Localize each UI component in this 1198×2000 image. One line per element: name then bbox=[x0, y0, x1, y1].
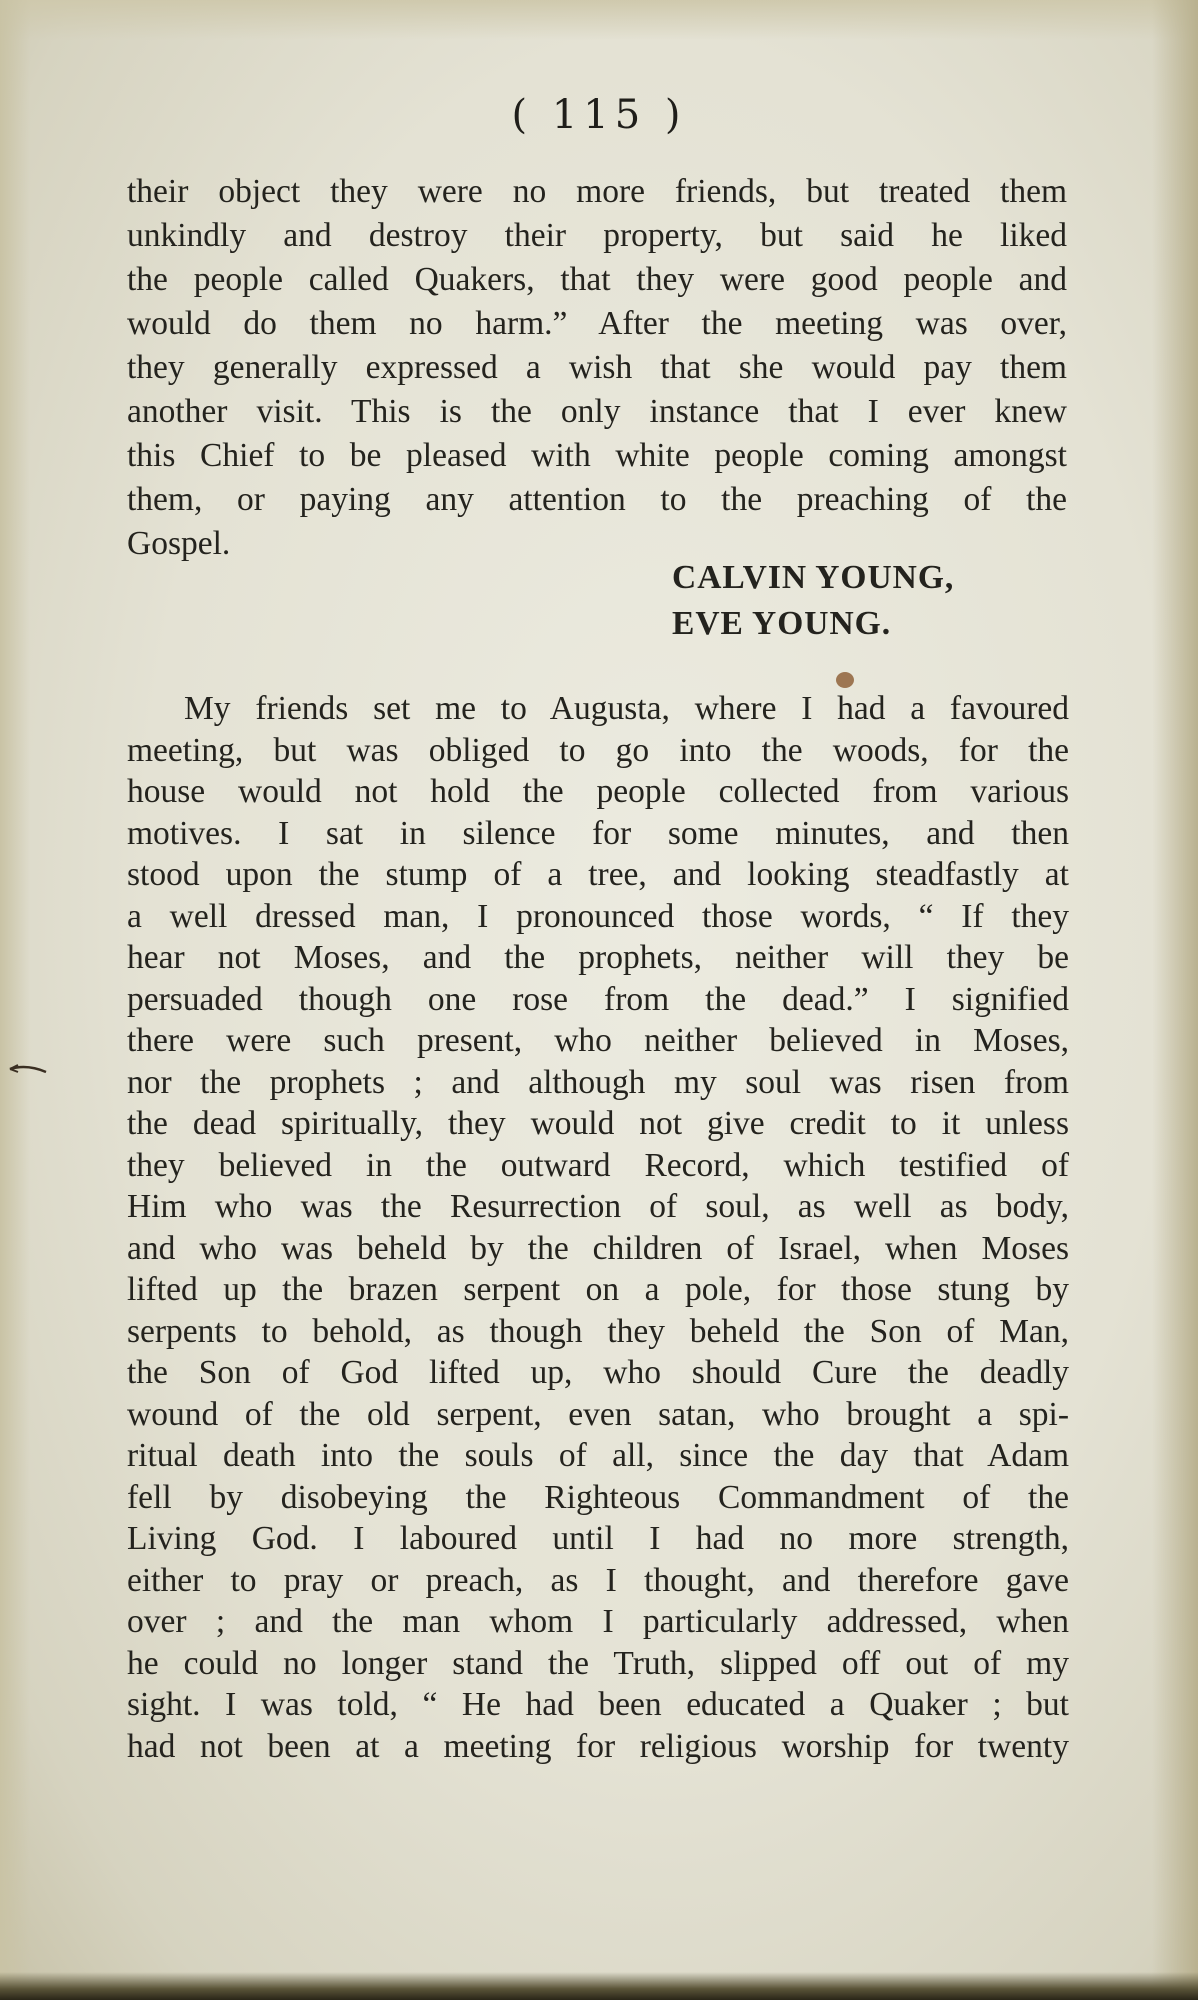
signature-eve-young: EVE YOUNG. bbox=[672, 605, 892, 642]
text-line: another visit. This is the only instance that I ever knew bbox=[127, 393, 1067, 430]
text-line: them, or paying any attention to the preaching of the bbox=[127, 481, 1067, 518]
signature-calvin-young: CALVIN YOUNG, bbox=[672, 559, 955, 596]
text-line: Gospel. bbox=[127, 525, 231, 562]
text-line: there were such present, who neither believed in Moses, bbox=[127, 1022, 1069, 1059]
text-line: persuaded though one rose from the dead.” I signified bbox=[127, 980, 1069, 1018]
text-line: would do them no harm.” After the meeting was over, bbox=[127, 305, 1067, 342]
page-edge-right bbox=[1152, 0, 1198, 2000]
text-line: they believed in the outward Record, which testified of bbox=[127, 1146, 1069, 1184]
text-line: house would not hold the people collected from various bbox=[127, 773, 1069, 810]
text-line: either to pray or preach, as I thought, and therefore gave bbox=[127, 1561, 1069, 1599]
text-line: serpents to behold, as though they beheld the Son of Man, bbox=[127, 1312, 1069, 1350]
text-line: My friends set me to Augusta, where I had a favoured bbox=[184, 690, 1069, 727]
text-line: this Chief to be pleased with white people coming amongst bbox=[127, 437, 1067, 474]
text-line: fell by disobeying the Righteous Commandment of the bbox=[127, 1478, 1069, 1516]
text-line: hear not Moses, and the prophets, neither will they be bbox=[127, 939, 1069, 976]
text-line: Him who was the Resurrection of soul, as well as body, bbox=[127, 1188, 1069, 1225]
text-line: stood upon the stump of a tree, and looking steadfastly at bbox=[127, 856, 1069, 893]
text-line: their object they were no more friends, but treated them bbox=[127, 173, 1067, 210]
text-line: the people called Quakers, that they were good people and bbox=[127, 261, 1067, 298]
signature-block bbox=[672, 555, 954, 647]
paragraph-1 bbox=[127, 170, 1067, 566]
text-line: had not been at a meeting for religious worship for twenty bbox=[127, 1727, 1069, 1765]
text-line: ritual death into the souls of all, since the day that Adam bbox=[127, 1437, 1069, 1474]
text-line: the Son of God lifted up, who should Cure the deadly bbox=[127, 1354, 1069, 1391]
text-line: unkindly and destroy their property, but said he liked bbox=[127, 217, 1067, 254]
text-line: nor the prophets ; and although my soul was risen from bbox=[127, 1063, 1069, 1101]
text-line: he could no longer stand the Truth, slipped off out of my bbox=[127, 1644, 1069, 1682]
text-line: lifted up the brazen serpent on a pole, for those stung by bbox=[127, 1271, 1069, 1308]
page-number: ( 115 ) bbox=[511, 92, 687, 138]
text-line: the dead spiritually, they would not give credit to it unless bbox=[127, 1105, 1069, 1142]
page-edge-left bbox=[0, 0, 30, 2000]
text-line: a well dressed man, I pronounced those words, “ If they bbox=[127, 897, 1069, 935]
text-line: Living God. I laboured until I had no more strength, bbox=[127, 1520, 1069, 1557]
ink-smudge bbox=[836, 672, 854, 688]
page-edge-bottom bbox=[0, 1972, 1198, 2000]
margin-mark-icon bbox=[8, 1063, 48, 1075]
text-line: over ; and the man whom I particularly addressed, when bbox=[127, 1603, 1069, 1640]
text-line: motives. I sat in silence for some minutes, and then bbox=[127, 814, 1069, 852]
text-line: and who was beheld by the children of Israel, when Moses bbox=[127, 1229, 1069, 1267]
text-line: sight. I was told, “ He had been educated a Quaker ; but bbox=[127, 1686, 1069, 1723]
text-line: they generally expressed a wish that she would pay them bbox=[127, 349, 1067, 386]
text-line: wound of the old serpent, even satan, who brought a spi- bbox=[127, 1395, 1069, 1433]
page-edge-top bbox=[0, 0, 1198, 40]
paragraph-2 bbox=[127, 688, 1069, 1767]
text-line: meeting, but was obliged to go into the woods, for the bbox=[127, 731, 1069, 769]
